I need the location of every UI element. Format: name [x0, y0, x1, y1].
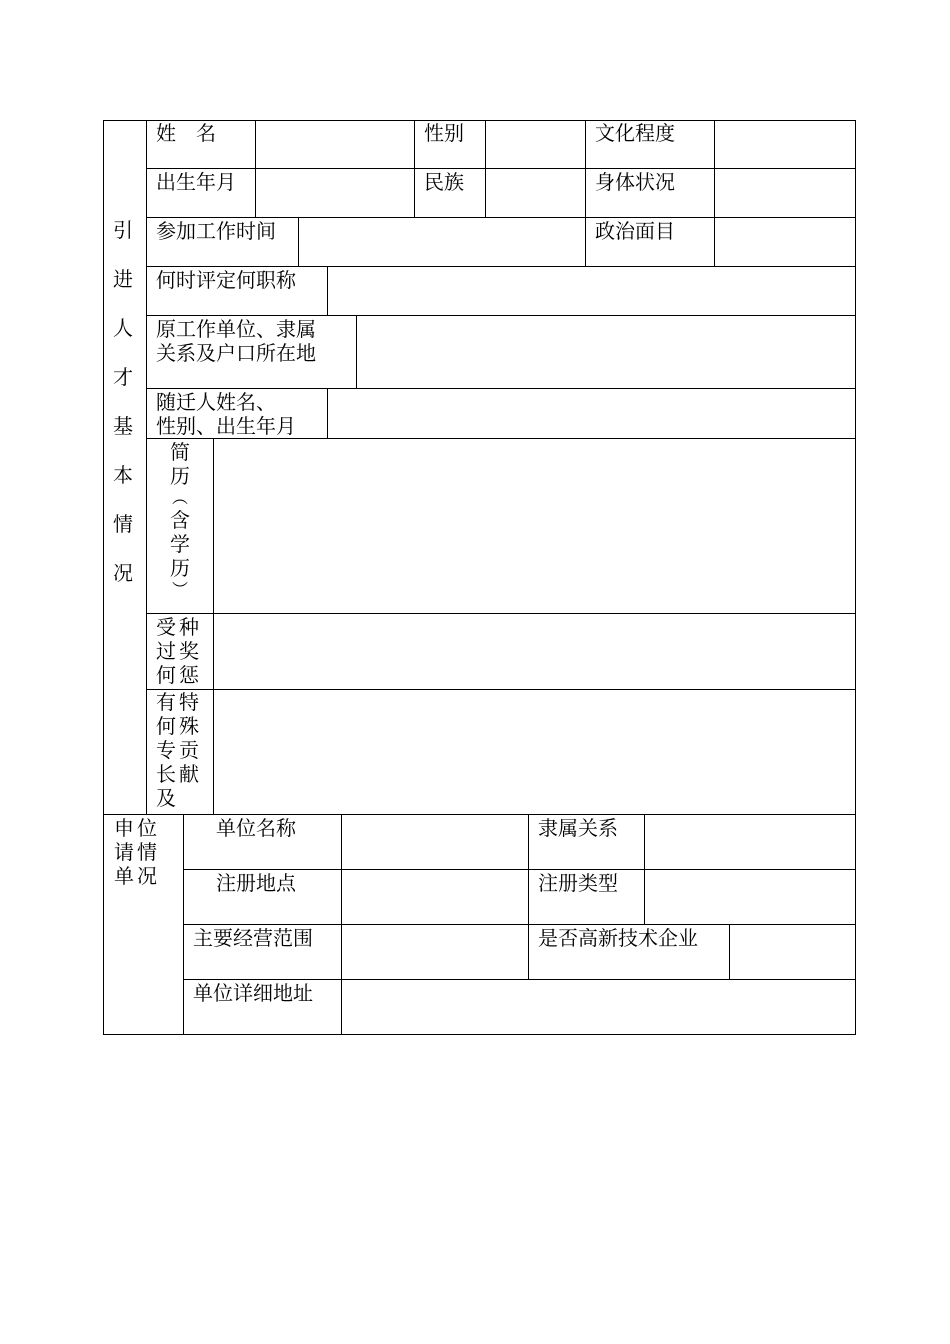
political-field[interactable]	[715, 218, 855, 266]
resume-char: 历	[170, 556, 190, 580]
unit-side-char: 情	[137, 840, 157, 864]
awards-label-col1	[154, 615, 178, 687]
awards-char: 受	[156, 615, 176, 639]
gender-label: 性别	[424, 121, 464, 145]
table-border-left	[103, 120, 104, 1035]
unit-name-label: 单位名称	[216, 816, 296, 840]
hightech-label: 是否高新技术企业	[538, 926, 698, 950]
orig-unit-label-line1: 原工作单位、隶属	[156, 317, 316, 341]
side-char: 基	[113, 414, 133, 438]
awards-label-col2	[177, 615, 201, 687]
resume-char: 学	[170, 532, 190, 556]
resume-char: ︶	[171, 580, 188, 599]
ethnicity-label: 民族	[424, 170, 464, 194]
business-scope-field[interactable]	[342, 925, 528, 979]
address-label: 单位详细地址	[193, 981, 313, 1005]
political-label: 政治面目	[595, 219, 675, 243]
unit-side-char: 申	[114, 816, 134, 840]
title-field[interactable]	[328, 267, 855, 315]
health-field[interactable]	[715, 169, 855, 217]
name-field[interactable]	[256, 121, 414, 168]
col-divider	[528, 814, 529, 979]
unit-name-field[interactable]	[342, 815, 528, 869]
orig-unit-field[interactable]	[357, 316, 855, 388]
orig-unit-label-line2: 关系及户口所在地	[156, 341, 316, 365]
ethnicity-field[interactable]	[486, 169, 585, 217]
unit-side-char: 况	[137, 864, 157, 888]
education-label: 文化程度	[595, 121, 675, 145]
awards-char: 惩	[179, 663, 199, 687]
birth-field[interactable]	[256, 169, 414, 217]
birth-label: 出生年月	[156, 170, 236, 194]
work-start-label: 参加工作时间	[156, 219, 276, 243]
side-char: 引	[113, 218, 133, 242]
resume-char: 简	[170, 440, 190, 464]
unit-side-divider	[183, 814, 184, 1034]
special-char: 献	[179, 762, 199, 786]
side-char: 才	[113, 365, 133, 389]
unit-side-char: 位	[137, 816, 157, 840]
address-field[interactable]	[342, 980, 855, 1034]
education-field[interactable]	[715, 121, 855, 168]
side-char: 进	[113, 267, 133, 291]
resume-field[interactable]	[214, 439, 855, 613]
reg-type-label: 注册类型	[538, 871, 618, 895]
special-char: 长	[156, 762, 176, 786]
special-char: 有	[156, 690, 176, 714]
family-label-line2: 性别、出生年月	[156, 414, 296, 438]
gender-field[interactable]	[486, 121, 585, 168]
awards-field[interactable]	[214, 614, 855, 689]
awards-char: 何	[156, 663, 176, 687]
special-char: 专	[156, 738, 176, 762]
special-char: 及	[156, 786, 176, 810]
awards-char: 奖	[179, 639, 199, 663]
col-divider	[414, 120, 415, 217]
table-border-bottom	[103, 1034, 856, 1035]
special-field[interactable]	[214, 690, 855, 814]
resume-char: 历	[170, 464, 190, 488]
work-start-field[interactable]	[299, 218, 585, 266]
affiliation-field[interactable]	[645, 815, 855, 869]
side-char: 本	[113, 463, 133, 487]
resume-char: ︵	[171, 488, 188, 507]
unit-side-label-col2	[135, 816, 159, 888]
resume-label	[168, 440, 192, 600]
side-char: 况	[113, 561, 133, 585]
name-label: 姓 名	[156, 121, 216, 145]
business-scope-label: 主要经营范围	[193, 926, 313, 950]
unit-side-char: 单	[114, 864, 134, 888]
title-label: 何时评定何职称	[156, 268, 296, 292]
affiliation-label: 隶属关系	[538, 816, 618, 840]
special-char: 何	[156, 714, 176, 738]
special-char: 贡	[179, 738, 199, 762]
reg-type-field[interactable]	[645, 870, 855, 924]
special-char: 特	[179, 690, 199, 714]
awards-char: 过	[156, 639, 176, 663]
special-label-col2	[177, 690, 201, 786]
family-field[interactable]	[328, 389, 855, 438]
awards-char: 种	[179, 615, 199, 639]
side-char: 情	[113, 512, 133, 536]
health-label: 身体状况	[595, 170, 675, 194]
reg-place-label: 注册地点	[216, 871, 296, 895]
hightech-field[interactable]	[730, 925, 855, 979]
reg-place-field[interactable]	[342, 870, 528, 924]
unit-side-label-col1	[112, 816, 136, 888]
special-char: 殊	[179, 714, 199, 738]
table-border-right	[855, 120, 856, 1035]
unit-side-char: 请	[114, 840, 134, 864]
family-label-line1: 随迁人姓名、	[156, 390, 276, 414]
side-label-divider	[146, 120, 147, 814]
col-divider	[585, 120, 586, 266]
special-label-col1	[154, 690, 178, 810]
side-char: 人	[113, 316, 133, 340]
person-side-label	[111, 218, 135, 610]
resume-char: 含	[170, 508, 190, 532]
